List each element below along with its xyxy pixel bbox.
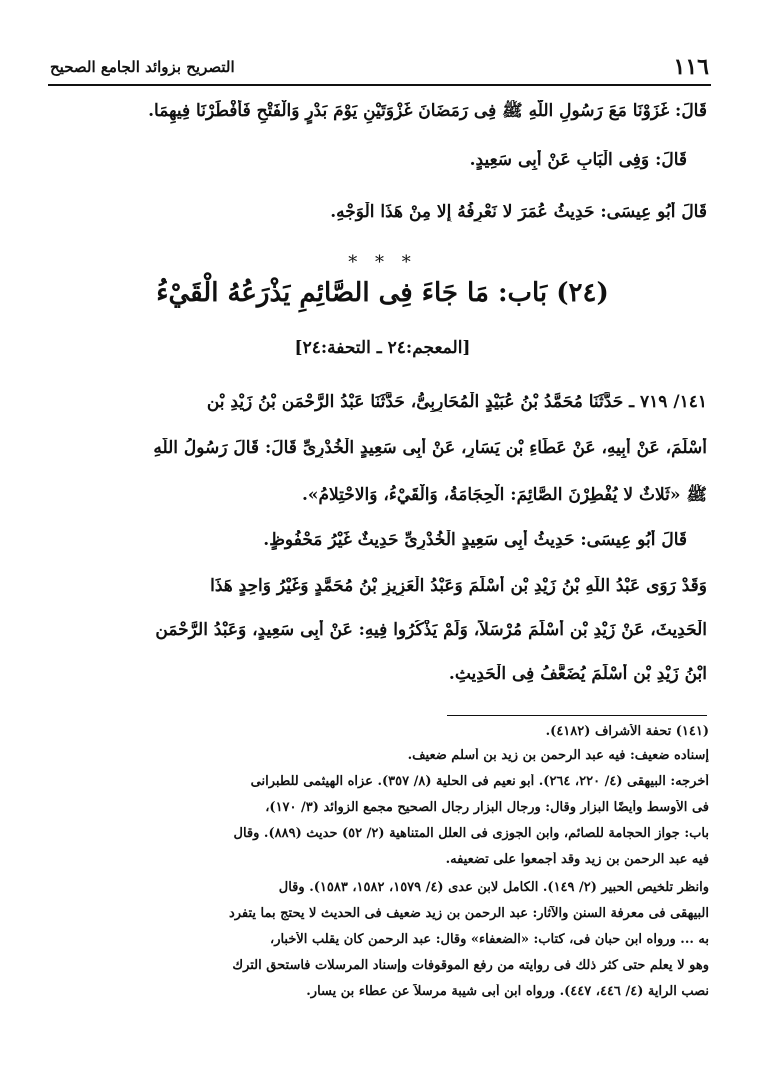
footnote-line: فيه عبد الرحمن بن زيد وقد أجمعوا على تضعيفه. [445, 852, 709, 867]
footnote-line: باب: جواز الحجامة للصائم، وابن الجوزى فى العلل المتناهية (٢/ ٥٢) حديث (٨٨٩). وقال [233, 826, 709, 841]
text-line: قَالَ: وَفِى الْبَابِ عَنْ أَبِى سَعِيدٍ. [469, 150, 687, 170]
hadith-line: ١٤١/ ٧١٩ ـ حَدَّثَنَا مُحَمَّدُ بْنُ عُبَيْدٍ الْمُحَارِبِىُّ، حَدَّثَنَا عَبْدُ الرَّحْمَنِ بْنُ زَيْدِ بْنِ [206, 392, 707, 412]
hadith-line: ابْنُ زَيْدِ بْنِ أَسْلَمَ يُضَعَّفُ فِى الْحَدِيثِ. [448, 664, 707, 684]
footnote-line: وانظر تلخيص الحبير (٢/ ١٤٩). الكامل لابن عدى (٤/ ١٥٧٩، ١٥٨٢، ١٥٨٣). وقال [278, 880, 709, 895]
text-line: قَالَ أَبُو عِيسَى: حَدِيثُ عُمَرَ لا نَعْرِفُهُ إِلا مِنْ هَذَا الْوَجْهِ. [330, 202, 707, 222]
hadith-line: وَقَدْ رَوَى عَبْدُ اللَّهِ بْنُ زَيْدِ بْنِ أَسْلَمَ وَعَبْدُ الْعَزِيزِ بْنُ مُحَمَّدٍ وَغَيْرُ وَاحِدٍ هَذَا [210, 576, 707, 596]
page-header [48, 50, 711, 86]
footnote-line: فى الأوسط وأيضًا البزار وقال: ورجال البزار رجال الصحيح مجمع الزوائد (٣/ ١٧٠)، [265, 800, 709, 815]
footnote-line: (١٤١) تحفة الأشراف (٤١٨٢). [545, 724, 709, 739]
footnote-line: نصب الراية (٤/ ٤٤٦، ٤٤٧). ورواه ابن أبى شيبة مرسلاً عن عطاء بن يسار. [306, 984, 709, 999]
footnote-divider [447, 715, 707, 716]
hadith-line: ﷺ «ثَلاثٌ لا يُفْطِرْنَ الصَّائِمَ: الْحِجَامَةُ، وَالْقَيْءُ، وَالاحْتِلامُ». [301, 485, 707, 505]
footnote-line: أخرجه: البيهقى (٤/ ٢٢٠، ٢٦٤). أبو نعيم فى الحلية (٨/ ٣٥٧). عزاه الهيثمى للطبرانى [250, 774, 709, 789]
running-book-title: التصريح بزوائد الجامع الصحيح [50, 58, 235, 76]
hadith-line: قَالَ أَبُو عِيسَى: حَدِيثُ أَبِى سَعِيدٍ الْخُدْرِىِّ حَدِيثٌ غَيْرُ مَحْفُوظٍ. [263, 530, 687, 550]
hadith-line: أَسْلَمَ، عَنْ أَبِيهِ، عَنْ عَطَاءِ بْنِ يَسَارٍ، عَنْ أَبِى سَعِيدٍ الْخُدْرِىِّ قَالَ: قَالَ رَسُولُ اللَّهِ [153, 438, 707, 458]
text-line: قَالَ: غَزَوْنَا مَعَ رَسُولِ اللَّهِ ﷺ فِى رَمَضَانَ غَزْوَتَيْنِ يَوْمَ بَدْرٍ وَالْفَتْحِ فَأَفْطَرْنَا فِيهِمَا. [148, 101, 707, 121]
footnote-line: إسناده ضعيف: فيه عبد الرحمن بن زيد بن أسلم ضعيف. [407, 748, 709, 763]
footnote-line: البيهقى فى معرفة السنن والآثار: عبد الرحمن بن زيد ضعيف فى الحديث لا يحتج بما يتفرد [228, 906, 709, 921]
footnote-line: وهو لا يعلم حتى كثر ذلك فى روايته من رفع الموقوفات وإسناد المرسلات فاستحق الترك [232, 958, 709, 973]
chapter-reference: [المعجم:٢٤ ـ التحفة:٢٤] [294, 338, 471, 358]
hadith-line: الْحَدِيثَ، عَنْ زَيْدِ بْنِ أَسْلَمَ مُرْسَلاً، وَلَمْ يَذْكُرُوا فِيهِ: عَنْ أَبِى سَعِيدٍ، وَعَبْدُ الرَّحْمَنِ [155, 620, 707, 640]
footnote-line: به ... ورواه ابن حبان فى، كتاب: «الضعفاء» وقال: عبد الرحمن كان يقلب الأخبار، [270, 932, 709, 947]
page-number: ١١٦ [673, 54, 709, 80]
chapter-title: (٢٤) بَاب: مَا جَاءَ فِى الصَّائِمِ يَذْرَعُهُ الْقَيْءُ [156, 278, 609, 308]
section-separator: * * * [348, 252, 417, 273]
